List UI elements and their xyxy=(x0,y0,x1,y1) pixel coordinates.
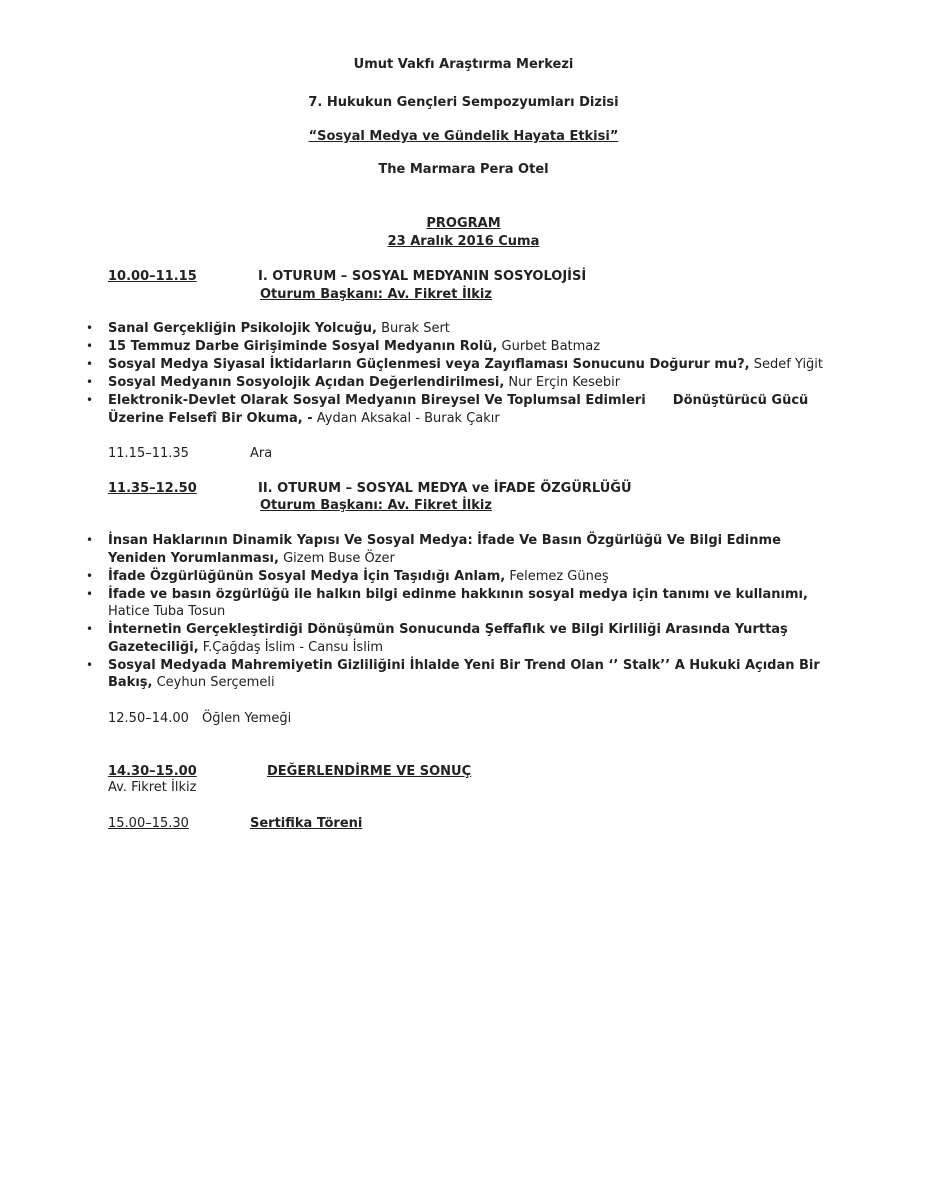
series-title: 7. Hukukun Gençleri Sempozyumları Dizisi xyxy=(308,95,619,110)
closing-speaker: Av. Fikret İlkiz xyxy=(108,780,197,795)
venue: The Marmara Pera Otel xyxy=(378,162,549,177)
talk-title: Sosyal Medya Siyasal İktidarların Güçlenmesi veya Zayıflaması Sonucunu Doğurur mu?, xyxy=(108,357,750,372)
organization-title: Umut Vakfı Araştırma Merkezi xyxy=(353,57,574,72)
list-item xyxy=(86,568,826,586)
talk-speaker: Felemez Güneş xyxy=(505,568,609,584)
program-heading: PROGRAM xyxy=(426,216,501,231)
talk-title: 15 Temmuz Darbe Girişiminde Sosyal Medyanın Rolü, xyxy=(108,339,498,354)
lunch-label: Öğlen Yemeği xyxy=(202,711,292,726)
talk-speaker: Nur Erçin Kesebir xyxy=(504,375,621,390)
talk-speaker: F.Çağdaş İslim - Cansu İslim xyxy=(198,639,384,655)
talk-speaker: Gizem Buse Özer xyxy=(278,550,395,566)
session2-chair: Oturum Başkanı: Av. Fikret İlkiz xyxy=(260,498,492,513)
lunch-time: 12.50–14.00 xyxy=(108,711,189,726)
list-item xyxy=(86,338,826,356)
certificate-label: Sertifika Töreni xyxy=(250,816,363,831)
talk-title: Sosyal Medyanın Sosyolojik Açıdan Değerlendirilmesi, xyxy=(108,375,505,390)
session1-title: I. OTURUM – SOSYAL MEDYANIN SOSYOLOJİSİ xyxy=(258,269,587,284)
list-item xyxy=(86,657,826,692)
talk-speaker: Gurbet Batmaz xyxy=(497,339,601,354)
list-item xyxy=(86,320,826,338)
talk-speaker: Aydan Aksakal - Burak Çakır xyxy=(312,410,500,426)
certificate-time: 15.00–15.30 xyxy=(108,816,189,831)
talk-title: İfade ve basın özgürlüğü ile halkın bilgi edinme hakkının sosyal medya için tanımı ve kullanımı, xyxy=(108,586,808,602)
talk-title: Sosyal Medyada Mahremiyetin Gizliliğini İhlalde Yeni Bir Trend Olan ‘’ Stalk’’ A Hukuki Açıdan Bir Bakış, xyxy=(108,657,820,690)
talk-title: İfade Özgürlüğünün Sosyal Medya İçin Taşıdığı Anlam, xyxy=(108,568,506,584)
symposium-theme: “Sosyal Medya ve Gündelik Hayata Etkisi” xyxy=(308,129,619,144)
talk-speaker: Sedef Yiğit xyxy=(749,357,824,372)
break-label: Ara xyxy=(250,446,273,461)
talk-title: Elektronik-Devlet Olarak Sosyal Medyanın Bireysel Ve Toplumsal Edimleri Dönüştürücü Gücü Üzerine Felsefî Bir Okuma, - xyxy=(108,393,813,426)
talk-title: İnsan Haklarının Dinamik Yapısı Ve Sosyal Medya: İfade Ve Basın Özgürlüğü Ve Bilgi Edinme Yeniden Yorumlanması, xyxy=(108,533,781,566)
session2-title: II. OTURUM – SOSYAL MEDYA ve İFADE ÖZGÜRLÜĞÜ xyxy=(258,481,632,496)
session2-time: 11.35–12.50 xyxy=(108,481,197,496)
session1-talk-list xyxy=(86,320,826,428)
list-item xyxy=(86,586,826,621)
session1-time: 10.00–11.15 xyxy=(108,269,197,284)
talk-speaker: Burak Sert xyxy=(376,321,450,336)
talk-title: İnternetin Gerçekleştirdiği Dönüşümün Sonucunda Şeffaflık ve Bilgi Kirliliği Arasında Yurttaş Gazeteciliği, xyxy=(108,622,788,655)
session1-chair: Oturum Başkanı: Av. Fikret İlkiz xyxy=(260,287,492,302)
break-time: 11.15–11.35 xyxy=(108,446,189,461)
list-item xyxy=(86,356,826,374)
session2-talk-list xyxy=(86,532,826,692)
list-item xyxy=(86,374,826,392)
list-item xyxy=(86,621,826,656)
closing-title: DEĞERLENDİRME VE SONUÇ xyxy=(267,764,472,779)
talk-speaker: Ceyhun Serçemeli xyxy=(152,675,275,690)
closing-time: 14.30–15.00 xyxy=(108,764,197,779)
list-item xyxy=(86,532,826,567)
talk-speaker: Hatice Tuba Tosun xyxy=(108,604,226,619)
list-item xyxy=(86,392,826,427)
talk-title: Sanal Gerçekliğin Psikolojik Yolcuğu, xyxy=(108,321,377,336)
program-date: 23 Aralık 2016 Cuma xyxy=(387,234,540,249)
